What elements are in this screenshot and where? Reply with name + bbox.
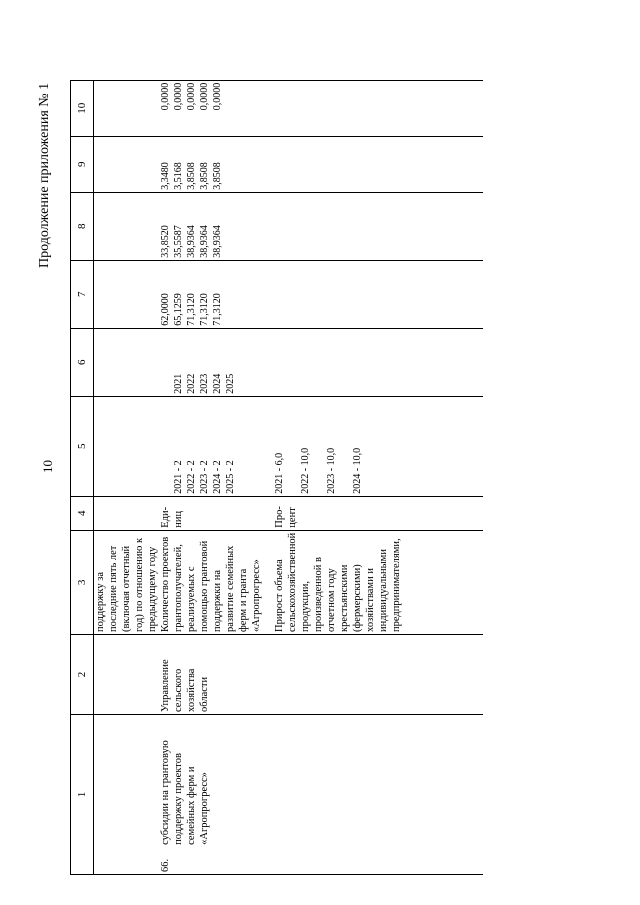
value: 71,3120 <box>186 293 197 326</box>
value: 3,8508 <box>186 162 197 190</box>
indicator-1: Количество проектов грантополучателей, реализуемых с помощью грантовой поддержки на развитие семейных ферм и гранта «Агропрогресс» <box>159 530 263 634</box>
target-value: 2024 - 10,0 <box>352 447 363 494</box>
value: 0,0000 <box>186 82 197 111</box>
col-header-2: 2 <box>71 635 94 715</box>
data-table <box>70 80 483 875</box>
targets-2-cell <box>263 396 403 496</box>
event-cell <box>159 715 263 875</box>
value: 3,3480 <box>160 162 171 190</box>
year: 2023 <box>199 373 210 394</box>
value: 71,3120 <box>199 293 210 326</box>
col-header-10: 10 <box>71 80 94 136</box>
value: 62,0000 <box>160 293 171 326</box>
header-row <box>71 80 94 874</box>
col-header-9: 9 <box>71 136 94 192</box>
value: 0,0000 <box>173 82 184 111</box>
table-row-66-indicator-2 <box>263 80 403 874</box>
target-value: 2022 - 2 <box>186 460 197 494</box>
target-value: 2022 - 10,0 <box>300 447 311 494</box>
targets-1-cell <box>159 396 263 496</box>
responsible-cell: Управление сельского хозяйства области <box>159 635 263 715</box>
value: 0,0000 <box>212 82 223 111</box>
table-row <box>94 80 160 874</box>
page-number: 10 <box>40 460 55 473</box>
year: 2021 <box>173 373 184 394</box>
col8-cell <box>159 192 263 260</box>
year: 2025 <box>225 373 236 394</box>
target-value: 2021 - 2 <box>173 460 184 494</box>
target-value: 2023 - 10,0 <box>326 447 337 494</box>
continuation-title: Продолжение приложения № 1 <box>37 82 52 268</box>
year: 2022 <box>186 373 197 394</box>
col-header-7: 7 <box>71 260 94 328</box>
target-value: 2025 - 2 <box>225 460 236 494</box>
unit-1: Еди-ниц <box>159 496 263 530</box>
value: 3,8508 <box>212 162 223 190</box>
indicator-2: Прирост объема сельскохозяйственной продукции, произведенной в отчетном году крестьянскими (фермерскими) хозяйствами и индивидуальными предпринимателями, <box>263 530 403 634</box>
value: 71,3120 <box>212 293 223 326</box>
value: 38,9364 <box>186 225 197 258</box>
unit-2: Про-цент <box>263 496 403 530</box>
year: 2024 <box>212 373 223 394</box>
years-cell <box>159 328 263 396</box>
value: 3,8508 <box>199 162 210 190</box>
col-header-8: 8 <box>71 192 94 260</box>
value: 0,0000 <box>160 82 171 111</box>
col-header-4: 4 <box>71 496 94 530</box>
col-header-1: 1 <box>71 715 94 875</box>
prev-indicator-tail: поддержку за последние пять лет (включая отчетный год) по отношению к предыдущему году <box>94 530 160 634</box>
event-text: субсидии на грантовую поддержку проектов семейных ферм и «Агропрогресс» <box>160 740 210 845</box>
value: 35,5587 <box>173 225 184 258</box>
target-value: 2021 - 6,0 <box>274 452 285 494</box>
value: 33,8520 <box>160 225 171 258</box>
value: 0,0000 <box>199 82 210 111</box>
col-header-5: 5 <box>71 396 94 496</box>
value: 65,1259 <box>173 293 184 326</box>
row-number: 66. <box>160 858 171 872</box>
col-header-3: 3 <box>71 530 94 634</box>
value: 38,9364 <box>199 225 210 258</box>
target-value: 2023 - 2 <box>199 460 210 494</box>
target-value: 2024 - 2 <box>212 460 223 494</box>
col7-cell <box>159 260 263 328</box>
table-row-66 <box>159 80 263 874</box>
col10-cell <box>159 80 263 136</box>
col-header-6: 6 <box>71 328 94 396</box>
col9-cell <box>159 136 263 192</box>
value: 3,5168 <box>173 162 184 190</box>
value: 38,9364 <box>212 225 223 258</box>
